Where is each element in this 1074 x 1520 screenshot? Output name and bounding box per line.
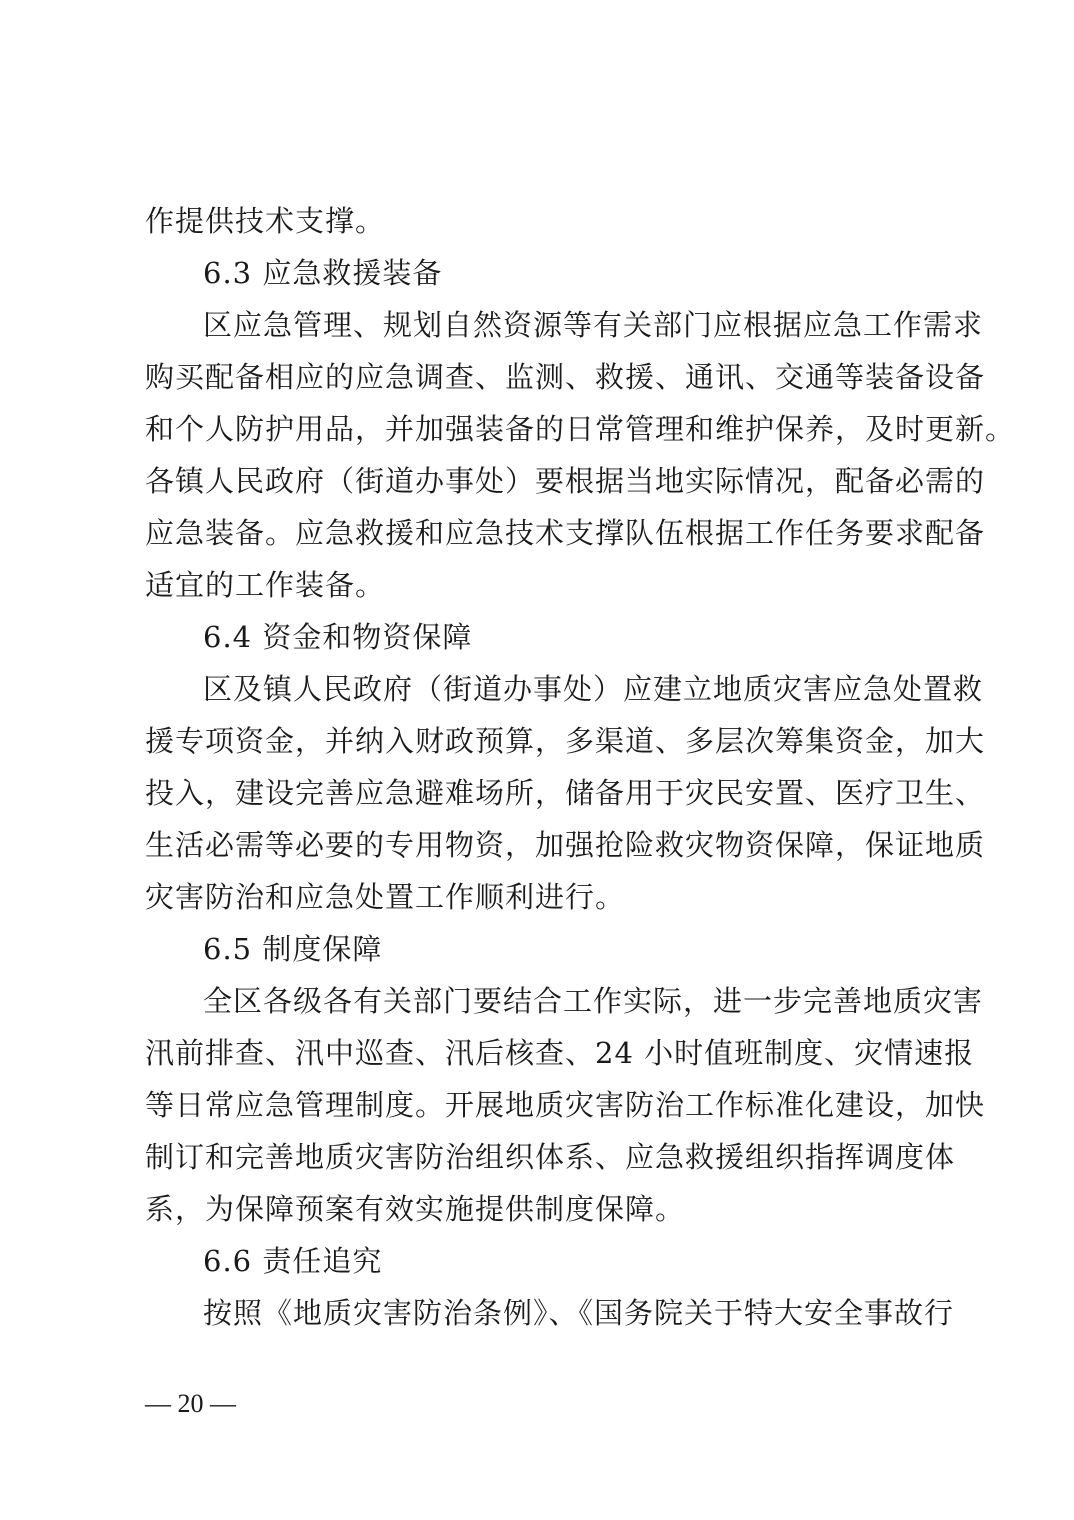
body-text-line: 投入，建设完善应急避难场所，储备用于灾民安置、医疗卫生、 [145, 776, 986, 810]
body-text-line: 按照《地质灾害防治条例》、《国务院关于特大安全事故行 [203, 1296, 955, 1330]
body-text-line: 援专项资金，并纳入财政预算，多渠道、多层次筹集资金，加大 [145, 724, 986, 758]
body-text-line: 制订和完善地质灾害防治组织体系、应急救援组织指挥调度体 [145, 1140, 956, 1174]
body-text-line: 灾害防治和应急处置工作顺利进行。 [145, 880, 626, 914]
section-heading-6-3: 6.3 应急救援装备 [203, 256, 443, 290]
body-text-line: 区应急管理、规划自然资源等有关部门应根据应急工作需求 [203, 308, 984, 342]
section-heading-6-6: 6.6 责任追究 [203, 1244, 383, 1278]
body-text-line: 和个人防护用品，并加强装备的日常管理和维护保养，及时更新。 [145, 412, 1016, 446]
body-text-line: 汛前排查、汛中巡查、汛后核查、24 小时值班制度、灾情速报 [145, 1036, 975, 1070]
body-text-line: 区及镇人民政府（街道办事处）应建立地质灾害应急处置救 [203, 672, 984, 706]
body-text-line: 作提供技术支撑。 [145, 204, 386, 238]
body-text-line: 适宜的工作装备。 [145, 568, 386, 602]
body-text-line: 各镇人民政府（街道办事处）要根据当地实际情况，配备必需的 [145, 464, 986, 498]
section-heading-6-4: 6.4 资金和物资保障 [203, 620, 473, 654]
section-heading-6-5: 6.5 制度保障 [203, 932, 383, 966]
body-text-line: 生活必需等必要的专用物资，加强抢险救灾物资保障，保证地质 [145, 828, 986, 862]
body-text-line: 等日常应急管理制度。开展地质灾害防治工作标准化建设，加快 [145, 1088, 986, 1122]
page-number: — 20 — [145, 1389, 236, 1418]
body-text-line: 全区各级各有关部门要结合工作实际，进一步完善地质灾害 [203, 984, 984, 1018]
body-text-line: 应急装备。应急救援和应急技术支撑队伍根据工作任务要求配备 [145, 516, 986, 550]
body-text-line: 系，为保障预案有效实施提供制度保障。 [145, 1192, 686, 1226]
body-text-line: 购买配备相应的应急调查、监测、救援、通讯、交通等装备设备 [145, 360, 986, 394]
